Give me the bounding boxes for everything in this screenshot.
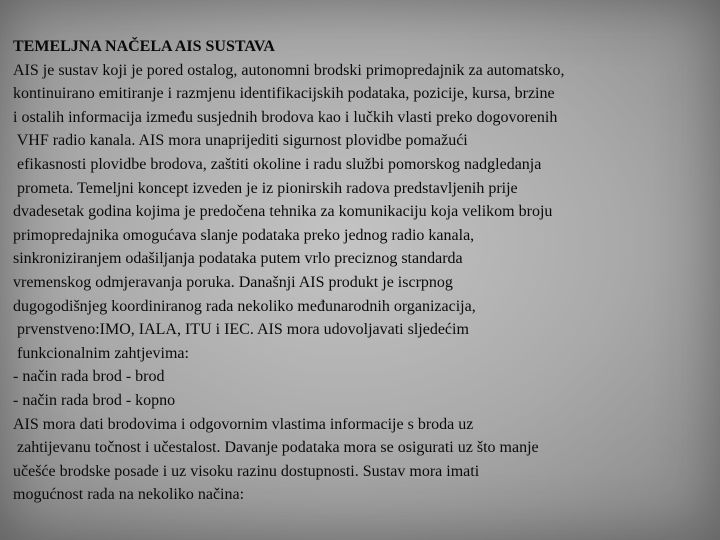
text-line: VHF radio kanala. AIS mora unaprijediti sigurnost plovidbe pomažući [13, 132, 468, 150]
text-line: učešće brodske posade i uz visoku razinu dostupnosti. Sustav mora imati [13, 462, 480, 480]
text-line: sinkroniziranjem odašiljanja podataka putem vrlo preciznog standarda [13, 250, 463, 268]
text-line: kontinuirano emitiranje i razmjenu identifikacijskih podataka, pozicije, kursa, brzine [13, 85, 555, 103]
slide-title: TEMELJNA NAČELA AIS SUSTAVA [13, 38, 275, 55]
text-line: funkcionalnim zahtjevima: [13, 344, 189, 362]
text-line: prvenstveno:IMO, IALA, ITU i IEC. AIS mora udovoljavati sljedećim [13, 321, 469, 339]
text-line: efikasnosti plovidbe brodova, zaštiti okoline i radu službi pomorskog nadgledanja [13, 155, 542, 173]
text-line: zahtijevanu točnost i učestalost. Davanje podataka mora se osigurati uz što manje [13, 439, 539, 457]
text-line: mogućnost rada na nekoliko načina: [13, 486, 245, 504]
text-line: AIS mora dati brodovima i odgovornim vlastima informacije s broda uz [13, 415, 474, 433]
list-item-ship-ship: - način rada brod - brod [13, 368, 165, 386]
text-line: dugogodišnjeg koordiniranog rada nekoliko međunarodnih organizacija, [13, 297, 476, 315]
slide-text-body [13, 35, 713, 507]
text-line: primopredajnika omogućava slanje podataka preko jednog radio kanala, [13, 226, 475, 244]
text-line: prometa. Temeljni koncept izveden je iz pionirskih radova predstavljenih prije [13, 179, 518, 197]
list-item-ship-shore: - način rada brod - kopno [13, 391, 176, 409]
text-line: vremenskog odmjeravanja poruka. Današnji AIS produkt je iscrpnog [13, 273, 453, 291]
text-line: AIS je sustav koji je pored ostalog, autonomni brodski primopredajnik za automatsko, [13, 61, 565, 79]
text-line: i ostalih informacija između susjednih brodova kao i lučkih vlasti preko dogovorenih [13, 108, 558, 126]
text-line: dvadesetak godina kojima je predočena tehnika za komunikaciju koja velikom broju [13, 203, 553, 221]
